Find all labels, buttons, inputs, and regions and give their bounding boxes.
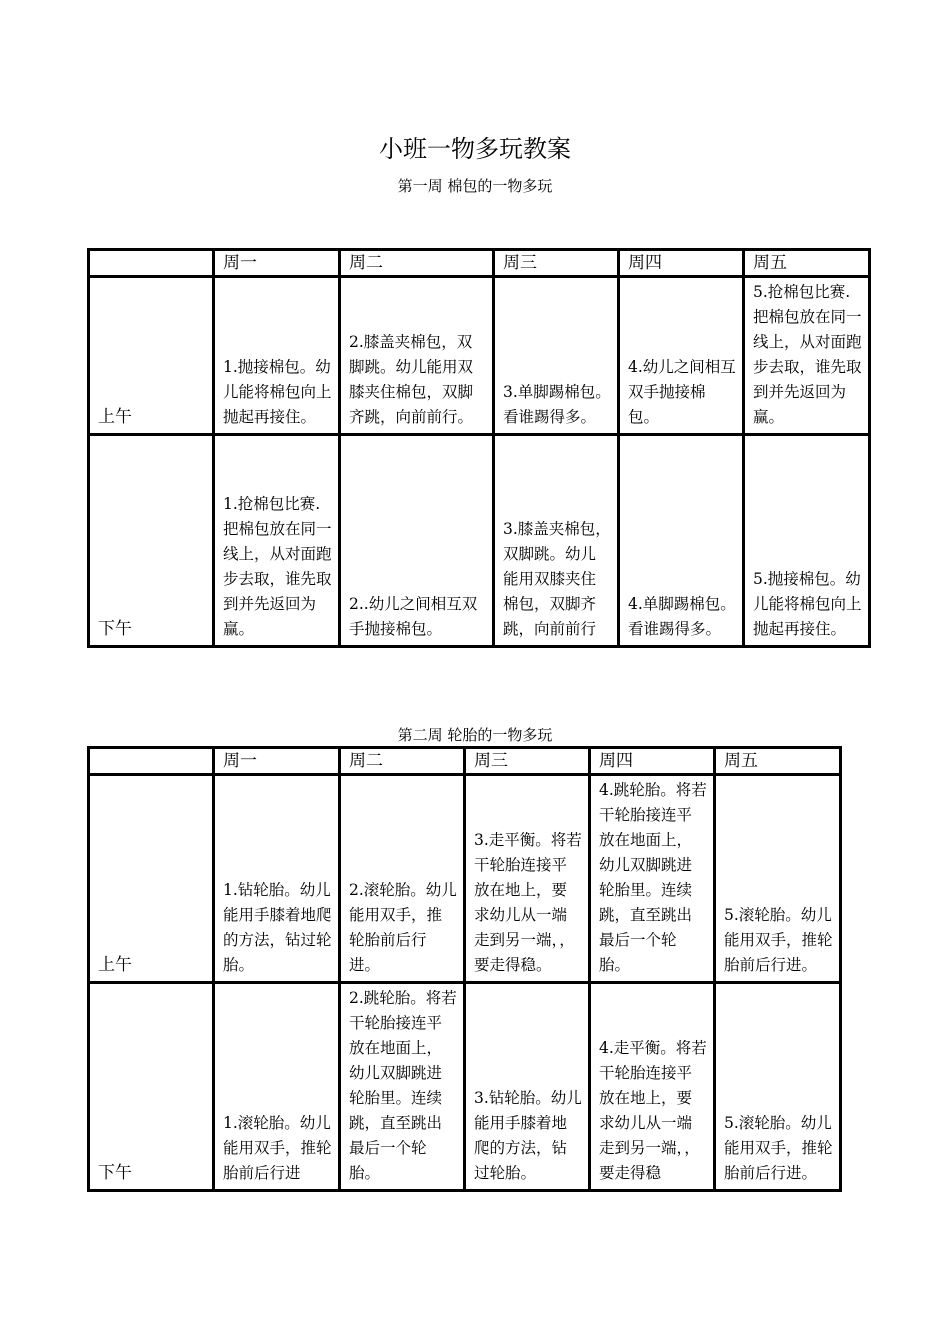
header-cell-monday: 周一 [214, 748, 340, 775]
period-label-afternoon: 下午 [89, 983, 214, 1191]
period-label-afternoon: 下午 [89, 435, 214, 647]
activity-cell: 4.跳轮胎。将若干轮胎接连平放在地面上，幼儿双脚跳进轮胎里。连续跳，直至跳出最后一个轮胎。 [590, 775, 715, 983]
header-cell-tuesday: 周二 [340, 250, 494, 277]
header-cell-wednesday: 周三 [494, 250, 619, 277]
header-cell-empty [89, 250, 214, 277]
activity-cell: 3.钻轮胎。幼儿能用手膝着地爬的方法，钻过轮胎。 [465, 983, 590, 1191]
activity-cell: 5.抢棉包比赛.把棉包放在同一线上，从对面跑步去取，谁先取到并先返回为赢。 [744, 277, 870, 435]
activity-cell: 2.滚轮胎。幼儿能用双手，推轮胎前后行进。 [340, 775, 465, 983]
activity-cell: 3.膝盖夹棉包，双脚跳。幼儿能用双膝夹住棉包，双脚齐跳，向前前行 [494, 435, 619, 647]
activity-cell: 1.抢棉包比赛.把棉包放在同一线上，从对面跑步去取，谁先取到并先返回为赢。 [214, 435, 340, 647]
header-cell-thursday: 周四 [590, 748, 715, 775]
activity-cell: 1.抛接棉包。幼儿能将棉包向上抛起再接住。 [214, 277, 340, 435]
table-header-row [89, 250, 870, 277]
table-row-afternoon [89, 983, 841, 1191]
activity-cell: 4.单脚踢棉包。看谁踢得多。 [619, 435, 744, 647]
header-cell-thursday: 周四 [619, 250, 744, 277]
activity-cell: 4.幼儿之间相互双手抛接棉包。 [619, 277, 744, 435]
table-row-afternoon [89, 435, 870, 647]
table-row-morning [89, 775, 841, 983]
table-row-morning [89, 277, 870, 435]
page-title: 小班一物多玩教案 [379, 135, 571, 163]
activity-cell: 1.钻轮胎。幼儿能用手膝着地爬的方法，钻过轮胎。 [214, 775, 340, 983]
activity-cell: 5.滚轮胎。幼儿能用双手，推轮胎前后行进。 [715, 775, 841, 983]
week2-schedule-table [87, 746, 842, 1192]
activity-cell: 5.抛接棉包。幼儿能将棉包向上抛起再接住。 [744, 435, 870, 647]
header-cell-empty [89, 748, 214, 775]
period-label-morning: 上午 [89, 775, 214, 983]
period-label-morning: 上午 [89, 277, 214, 435]
week1-schedule-table [87, 248, 871, 648]
activity-cell: 3.单脚踢棉包。看谁踢得多。 [494, 277, 619, 435]
header-cell-friday: 周五 [744, 250, 870, 277]
header-cell-friday: 周五 [715, 748, 841, 775]
activity-cell: 1.滚轮胎。幼儿能用双手，推轮胎前后行进 [214, 983, 340, 1191]
activity-cell: 2.跳轮胎。将若干轮胎接连平放在地面上，幼儿双脚跳进轮胎里。连续跳，直至跳出最后一个轮胎。 [340, 983, 465, 1191]
activity-cell: 4.走平衡。将若干轮胎连接平放在地上，要求幼儿从一端走到另一端，，要走得稳 [590, 983, 715, 1191]
activity-cell: 3.走平衡。将若干轮胎连接平放在地上，要求幼儿从一端走到另一端，，要走得稳。 [465, 775, 590, 983]
activity-cell: 2.膝盖夹棉包，双脚跳。幼儿能用双膝夹住棉包，双脚齐跳，向前前行。 [340, 277, 494, 435]
activity-cell: 5.滚轮胎。幼儿能用双手，推轮胎前后行进。 [715, 983, 841, 1191]
header-cell-wednesday: 周三 [465, 748, 590, 775]
activity-cell: 2..幼儿之间相互双手抛接棉包。 [340, 435, 494, 647]
header-cell-tuesday: 周二 [340, 748, 465, 775]
header-cell-monday: 周一 [214, 250, 340, 277]
table-header-row [89, 748, 841, 775]
week1-subtitle: 第一周 棉包的一物多玩 [397, 177, 553, 195]
week2-subtitle: 第二周 轮胎的一物多玩 [397, 726, 553, 744]
